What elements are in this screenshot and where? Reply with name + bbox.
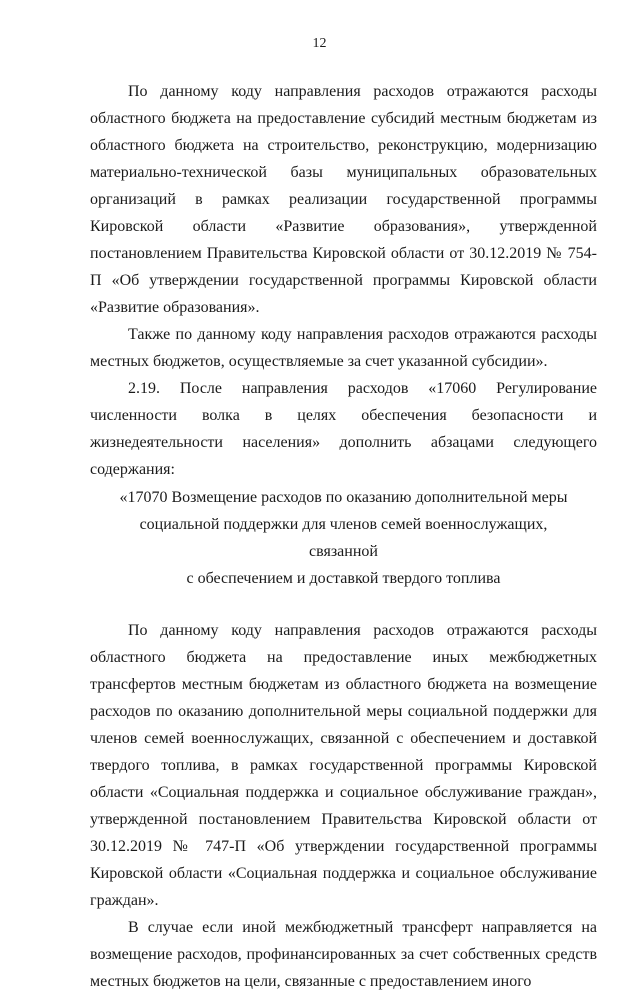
paragraph-interbudget-transfers: По данному коду направления расходов отражаются расходы областного бюджета на предоставление иных межбюджетных трансфертов местным бюджетам из областного бюджета на возмещение расходов по оказанию дополнительной меры социальной поддержки для членов семей военнослужащих, связанной с обеспечением и доставкой твердого топлива, в рамках государственной программы Кировской области «Социальная поддержка и социальное обслуживание граждан», утвержденной постановлением Правительства Кировской области от 30.12.2019 № 747-П «Об утверждении государственной программы Кировской области «Социальная поддержка и социальное обслуживание граждан». [90,622,597,909]
paragraph-subsidy-expenses: По данному коду направления расходов отражаются расходы областного бюджета на предоставление субсидий местным бюджетам из областного бюджета на строительство, реконструкцию, модернизацию материально-технической базы муниципальных образовательных организаций в рамках реализации государственной программы Кировской области «Развитие образования», утвержденной постановлением Правительства Кировской области от 30.12.2019 № 754-П «Об утверждении государственной программы Кировской области «Развитие образования». [90,83,597,316]
heading-line-2: социальной поддержки для членов семей военнослужащих, связанной [139,516,548,560]
heading-line-1: «17070 Возмещение расходов по оказанию дополнительной меры [119,489,568,506]
heading-line-3: с обеспечением и доставкой твердого топлива [186,570,501,587]
paragraph-local-budgets: Также по данному коду направления расходов отражаются расходы местных бюджетов, осуществляемые за счет указанной субсидии». [90,326,597,370]
paragraph-section-2-19: 2.19. После направления расходов «17060 Регулирование численности волка в целях обеспечения безопасности и жизнедеятельности населения» дополнить абзацами следующего содержания: [90,380,597,478]
expense-code-heading [90,484,597,592]
document-body [90,78,597,995]
page-number: 12 [312,36,327,51]
paragraph-reimbursement-case: В случае если иной межбюджетный трансферт направляется на возмещение расходов, профинансированных за счет собственных средств местных бюджетов на цели, связанные с предоставлением иного [90,919,597,990]
spacer [90,592,597,617]
